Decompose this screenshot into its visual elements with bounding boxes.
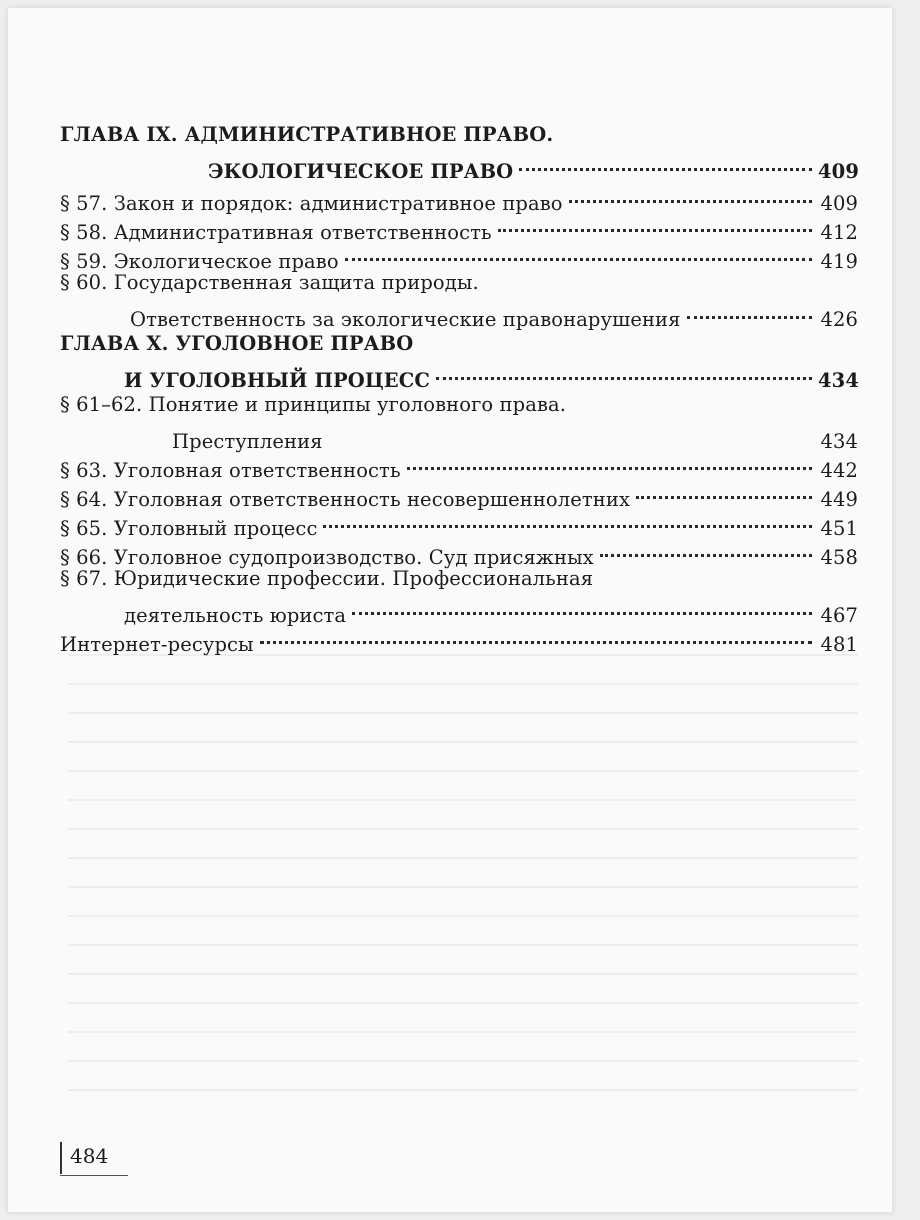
toc-entry-58: § 58. Административная ответственность 412 bbox=[60, 210, 858, 239]
dot-leader bbox=[600, 535, 812, 564]
page-ref: 458 bbox=[820, 546, 858, 569]
toc-entry-internet: Интернет-ресурсы 481 bbox=[60, 622, 858, 651]
page-ref: 426 bbox=[820, 308, 858, 331]
toc-entry-61-62-line2: Преступления 434 bbox=[60, 419, 858, 448]
chapter-9-title-line1: ГЛАВА IX. АДМИНИСТРАТИВНОЕ ПРАВО. bbox=[60, 123, 554, 146]
toc-entry-61-62-line1: § 61–62. Понятие и принципы уголовного права. bbox=[60, 393, 567, 416]
page-ref: 434 bbox=[818, 369, 860, 392]
dot-leader bbox=[519, 149, 812, 178]
dot-leader bbox=[323, 506, 812, 535]
toc-entry-67-line1: § 67. Юридические профессии. Профессиональная bbox=[60, 567, 594, 590]
dot-leader bbox=[345, 239, 812, 268]
page-ref: 449 bbox=[820, 488, 858, 511]
chapter-10-title-line2: И УГОЛОВНЫЙ ПРОЦЕСС 434 bbox=[60, 358, 858, 387]
bleed-through-text bbox=[68, 638, 858, 1108]
page-footer bbox=[60, 1140, 130, 1176]
toc-entry-63: § 63. Уголовная ответственность 442 bbox=[60, 448, 858, 477]
toc-entry-60-line2: Ответственность за экологические правонарушения 426 bbox=[60, 297, 858, 326]
footer-rule-vertical bbox=[60, 1142, 62, 1174]
dot-leader bbox=[569, 181, 812, 210]
page-ref: 467 bbox=[820, 604, 858, 627]
toc-entry-60-line1: § 60. Государственная защита природы. bbox=[60, 271, 479, 294]
toc-entry-59: § 59. Экологическое право 419 bbox=[60, 239, 858, 268]
page-ref: 409 bbox=[820, 192, 858, 215]
page-ref: 481 bbox=[820, 633, 858, 656]
table-of-contents bbox=[60, 120, 860, 656]
page-ref: 451 bbox=[820, 517, 858, 540]
page-ref: 434 bbox=[820, 430, 858, 453]
book-page bbox=[8, 8, 892, 1212]
page-ref: 419 bbox=[820, 250, 858, 273]
toc-entry-67-line2: деятельность юриста 467 bbox=[60, 593, 858, 622]
page-ref: 409 bbox=[818, 160, 860, 183]
chapter-9-title-line2: ЭКОЛОГИЧЕСКОЕ ПРАВО 409 bbox=[60, 149, 858, 178]
dot-leader bbox=[498, 210, 812, 239]
toc-entry-64: § 64. Уголовная ответственность несовершеннолетних 449 bbox=[60, 477, 858, 506]
chapter-10-title-line1: ГЛАВА X. УГОЛОВНОЕ ПРАВО bbox=[60, 332, 414, 355]
page-ref: 412 bbox=[820, 221, 858, 244]
dot-leader bbox=[436, 358, 812, 387]
footer-rule-horizontal bbox=[60, 1175, 128, 1176]
dot-leader bbox=[352, 593, 812, 622]
page-ref: 442 bbox=[820, 459, 858, 482]
dot-leader bbox=[260, 622, 812, 651]
toc-entry-66: § 66. Уголовное судопроизводство. Суд присяжных 458 bbox=[60, 535, 858, 564]
dot-leader bbox=[407, 448, 812, 477]
dot-leader bbox=[636, 477, 812, 506]
toc-entry-65: § 65. Уголовный процесс 451 bbox=[60, 506, 858, 535]
dot-leader bbox=[687, 297, 812, 326]
page-number: 484 bbox=[70, 1144, 109, 1168]
toc-entry-57: § 57. Закон и порядок: административное право 409 bbox=[60, 181, 858, 210]
